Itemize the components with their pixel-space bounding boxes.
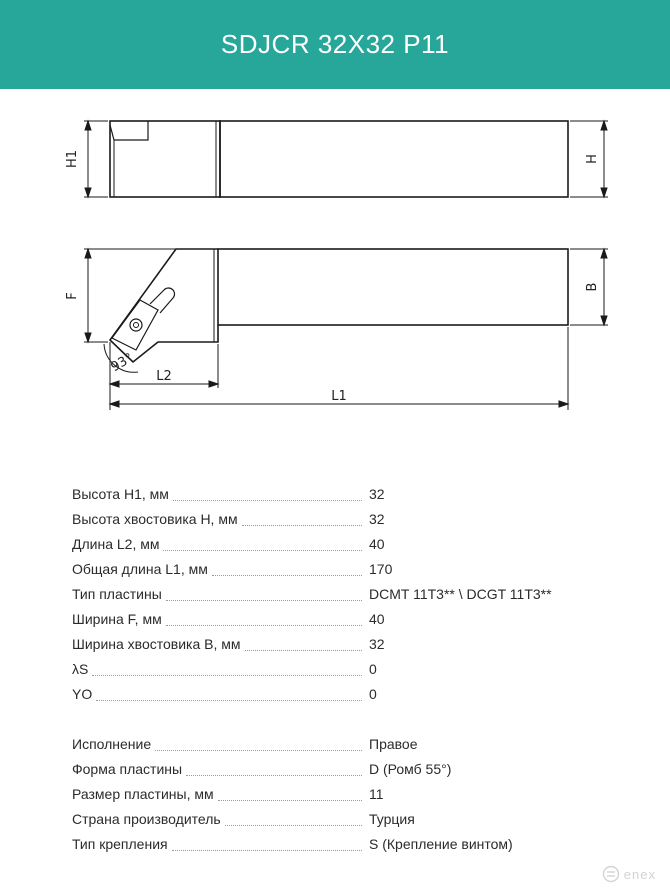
page-title: SDJCR 32X32 P11 [220, 29, 450, 59]
leader-dots [212, 574, 362, 576]
angle-label: 93° [108, 350, 136, 376]
spec-value: 0 [369, 686, 377, 702]
spec-label: λS [72, 661, 89, 677]
spec-value: Правое [369, 736, 418, 752]
page-header [0, 0, 670, 89]
spec-value: D (Ромб 55°) [369, 761, 452, 777]
spec-value: 170 [369, 561, 393, 577]
spec-row-insert-type [72, 582, 592, 607]
spec-row-country [72, 807, 592, 832]
spec-value: 32 [369, 486, 385, 502]
spec-row-version [72, 732, 592, 757]
spec-label: Высота H1, мм [72, 486, 169, 502]
logo-text: enex [623, 866, 656, 882]
spec-row-l2 [72, 532, 592, 557]
spec-value: 32 [369, 511, 385, 527]
leader-dots [173, 499, 362, 501]
l1-label: L1 [331, 389, 347, 404]
spec-value: 11 [369, 786, 384, 802]
leader-dots [92, 674, 362, 676]
logo-icon [602, 865, 620, 883]
b-label: B [585, 282, 600, 292]
leader-dots [225, 824, 362, 826]
spec-value: Турция [369, 811, 415, 827]
spec-value: 40 [369, 536, 385, 552]
leader-dots [218, 799, 362, 801]
spec-row-yo [72, 682, 592, 707]
specs-group-extra [72, 732, 592, 857]
spec-value: 0 [369, 661, 377, 677]
leader-dots [163, 549, 362, 551]
h1-dimension [84, 121, 108, 197]
spec-value: DCMT 11T3** \ DCGT 11T3** [369, 586, 552, 602]
side-view [110, 121, 568, 197]
spec-row-h1 [72, 482, 592, 507]
f-dimension [84, 249, 176, 342]
spec-label: Тип пластины [72, 586, 162, 602]
plan-view [110, 249, 568, 362]
spec-label: Страна производитель [72, 811, 221, 827]
specs-table [72, 482, 592, 857]
technical-drawing [0, 100, 670, 430]
spec-label: Форма пластины [72, 761, 183, 777]
leader-dots [166, 599, 362, 601]
specs-group-main [72, 482, 592, 707]
group-spacer [72, 707, 592, 732]
spec-row-b [72, 632, 592, 657]
spec-label: Тип крепления [72, 836, 168, 852]
leader-dots [96, 699, 362, 701]
spec-label: Ширина хвостовика B, мм [72, 636, 241, 652]
spec-label: Высота хвостовика H, мм [72, 511, 238, 527]
spec-value: 32 [369, 636, 385, 652]
spec-label: Ширина F, мм [72, 611, 162, 627]
spec-label: YO [72, 686, 93, 702]
spec-value: 40 [369, 611, 385, 627]
h-label: H [585, 154, 600, 164]
brand-logo [602, 865, 656, 883]
leader-dots [242, 524, 362, 526]
spec-row-h [72, 507, 592, 532]
h1-label: H1 [65, 149, 80, 169]
spec-value: S (Крепление винтом) [369, 836, 513, 852]
f-label: F [65, 292, 80, 300]
leader-dots [245, 649, 362, 651]
spec-label: Длина L2, мм [72, 536, 160, 552]
spec-row-l1 [72, 557, 592, 582]
leader-dots [172, 849, 362, 851]
spec-label: Исполнение [72, 736, 152, 752]
spec-label: Размер пластины, мм [72, 786, 214, 802]
l2-label: L2 [156, 369, 172, 384]
spec-row-insert-size [72, 782, 592, 807]
spec-row-clamping [72, 832, 592, 857]
leader-dots [166, 624, 362, 626]
spec-label: Общая длина L1, мм [72, 561, 208, 577]
spec-row-lambda [72, 657, 592, 682]
leader-dots [186, 774, 362, 776]
spec-row-f [72, 607, 592, 632]
spec-row-insert-shape [72, 757, 592, 782]
leader-dots [155, 749, 362, 751]
